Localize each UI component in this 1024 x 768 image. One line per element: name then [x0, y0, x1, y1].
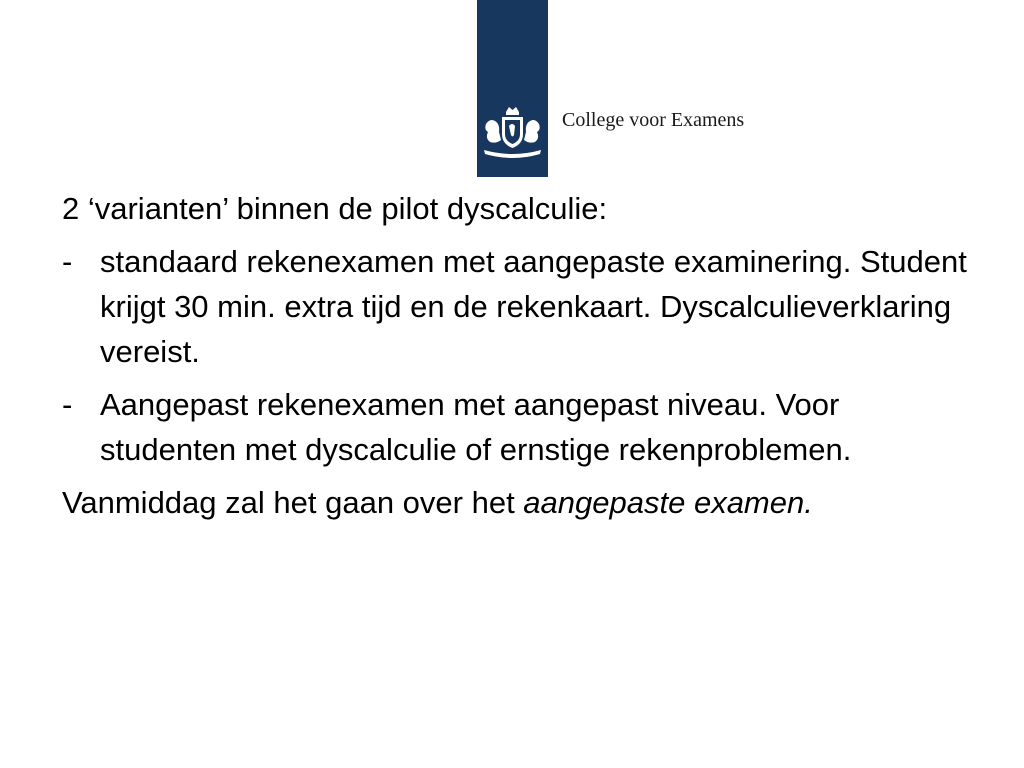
- closing-italic-text: aangepaste examen.: [523, 485, 813, 520]
- bullet-text: standaard rekenexamen met aangepaste examinering. Student krijgt 30 min. extra tijd en de rekenkaart. Dyscalculieverklaring vereist.: [100, 244, 967, 369]
- bullet-item: [62, 382, 972, 472]
- organization-name: College voor Examens: [562, 109, 745, 131]
- coat-of-arms-icon: [480, 104, 545, 160]
- closing-text: [62, 480, 972, 525]
- closing-plain-text: Vanmiddag zal het gaan over het: [62, 485, 524, 520]
- intro-text: 2 ‘varianten’ binnen de pilot dyscalculie:: [62, 191, 608, 226]
- bullet-item: [62, 239, 972, 374]
- bullet-marker: -: [62, 244, 73, 279]
- slide-content: [62, 186, 972, 525]
- bullet-marker: -: [62, 387, 73, 422]
- bullet-text: Aangepast rekenexamen met aangepast niveau. Voor studenten met dyscalculie of ernstige rekenproblemen.: [100, 387, 852, 467]
